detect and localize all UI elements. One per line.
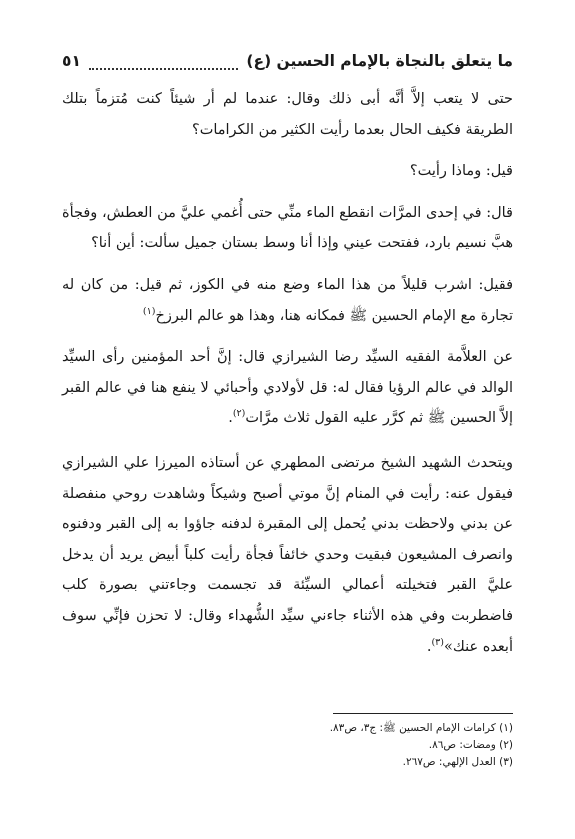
footnote-marker[interactable]: (١)	[142, 305, 156, 317]
paragraph-tail: .	[426, 638, 432, 655]
paragraph	[62, 448, 513, 662]
footnote-marker[interactable]: (٣)	[431, 636, 444, 648]
paragraph-text: قال: في إحدى المرَّات انقطع الماء منِّي حتى أُغمي عليَّ من العطش، وفجأة هبَّ نسيم بارد، ففتحت عيني وإذا أنا وسط بستان جميل سألت: أين أنا؟	[62, 204, 513, 252]
paragraph-text: عن العلاَّمة الفقيه السيِّد رضا الشيرازي قال: إنَّ أحد المؤمنين رأى السيِّد الوالد في عالم الرؤيا فقال له: قل لأولادي وأحبائي لا ينفع هنا في عالم القبر إلاَّ الحسين ﷺ ثم كرَّر عليه القول ثلاث مرَّات	[62, 349, 514, 427]
paragraph-tail: .	[228, 410, 233, 427]
footnote-separator	[333, 713, 513, 714]
paragraph-text: فقيل: اشرب قليلاً من هذا الماء وضع منه في الكوز، ثم قيل: من كان له تجارة مع الإمام الحسين ﷺ فمكانه هنا، وهذا هو عالم البرزخ	[62, 276, 513, 324]
footnote-item: (١) كرامات الإمام الحسين ﷺ: ج٣، ص٨٣.	[329, 722, 513, 734]
running-header	[62, 46, 513, 76]
leader-dots	[89, 56, 238, 70]
footnote-item: (٣) العدل الإلهي: ص٢٦٧.	[402, 756, 513, 768]
footnote-marker[interactable]: (٢)	[232, 408, 246, 420]
paragraph	[62, 270, 513, 331]
paragraph	[62, 342, 513, 434]
paragraph	[62, 156, 513, 187]
paragraph	[62, 198, 513, 259]
paragraph-text: حتى لا يتعب إلاَّ أنَّه أبى ذلك وقال: عندما لم أر شيئاً كنت مُتزماً بتلك الطريقة فكيف الحال بعدما رأيت الكثير من الكرامات؟	[62, 91, 513, 138]
paragraph-text: قيل: وماذا رأيت؟	[409, 163, 513, 180]
footnote-item: (٢) ومضات: ص٨٦.	[428, 739, 513, 751]
footnotes	[62, 720, 513, 771]
body-text	[62, 84, 513, 673]
paragraph	[62, 84, 513, 145]
page-number: ٥١	[62, 52, 81, 70]
running-title: ما يتعلق بالنجاة بالإمام الحسين (ع)	[246, 52, 513, 70]
paragraph-text: ويتحدث الشهيد الشيخ مرتضى المطهري عن أستاذه الميرزا علي الشيرازي فيقول عنه: رأيت في المنام إنَّ موتي أصبح وشيكاً وشاهدت روحي منفصلة عن بدني ولاحظت بدني يُحمل إلى المقبرة لدفنه جاؤوا به إلى القبر ودفنوه وانصرف المشيعون فبقيت وحدي خائفاً فجأة رأيت كلباً أبيض يريد أن يدخل عليَّ القبر فتخيلته أعمالي السيِّئة قد تجسمت وجاءتني بصورة كلب فاضطربت وفي هذه الأثناء جاءني سيِّد الشُّهداء وقال: لا تحزن فإنِّي سوف أبعده عنك»	[62, 454, 513, 655]
